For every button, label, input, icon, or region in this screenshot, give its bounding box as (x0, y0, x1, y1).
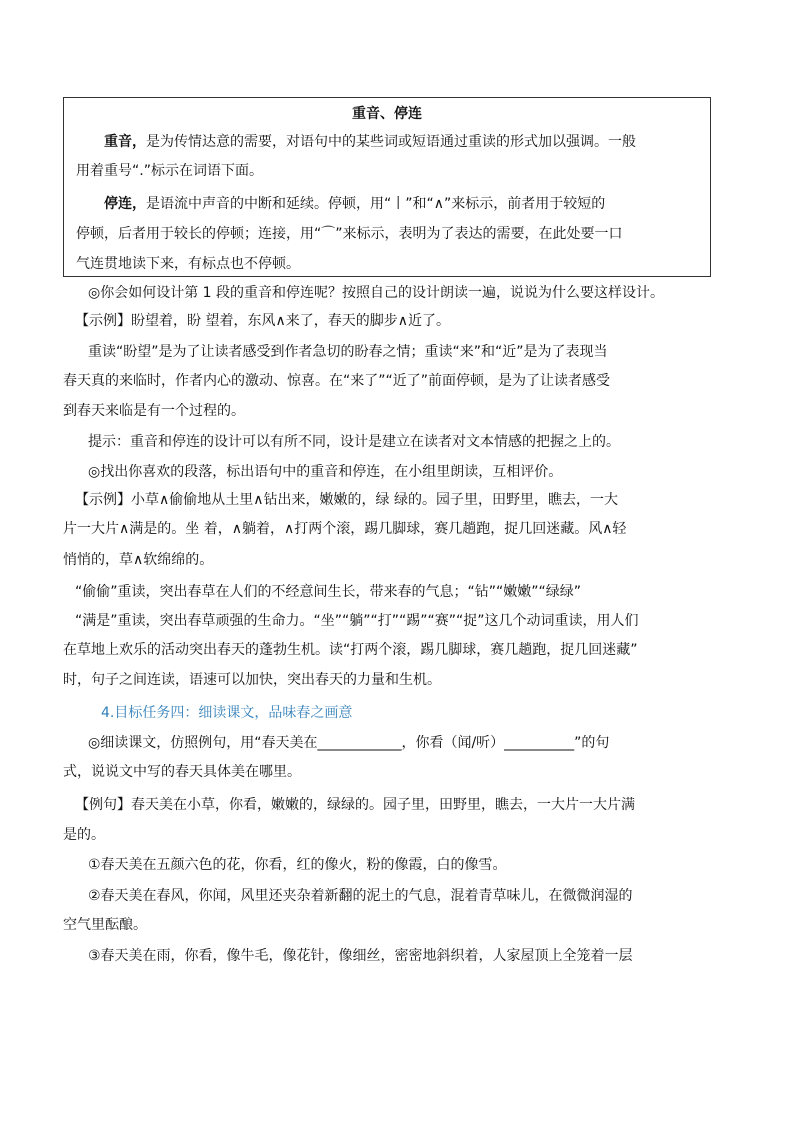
paragraph-line: ①春天美在五颜六色的花，你看，红的像火，粉的像霞，白的像雪。 (88, 857, 507, 873)
box-line (104, 132, 636, 152)
box-line (104, 194, 605, 214)
box-line (76, 224, 623, 244)
paragraph-line: ◎你会如何设计第 1 段的重音和停连呢？按照自己的设计朗读一遍，说说为什么要这样设计。 (88, 285, 665, 301)
paragraph-line: 空气里酝酿。 (63, 917, 147, 933)
paragraph-line: 是的。 (63, 827, 105, 843)
box-line (76, 161, 263, 181)
paragraph-line: 片一大片∧满是的。坐 着，∧躺着，∧打两个滚，踢几脚球，赛几趟跑，捉几回迷藏。风∧轻 (63, 521, 627, 537)
definition-text: 是语流中声音的中断和延续。停顿，用“丨”和“∧”来标示，前者用于较短的 (146, 196, 606, 212)
definition-text: 用着重号“.”标示在词语下面。 (76, 163, 263, 179)
paragraph-line: 【例句】春天美在小草，你看，嫩嫩的，绿绿的。园子里，田野里，瞧去，一大片一大片满 (75, 797, 635, 813)
paragraph-line: ③春天美在雨，你看，像牛毛，像花针，像细丝，密密地斜织着，人家屋顶上全笼着一层 (88, 948, 633, 964)
paragraph-line: “满是”重读，突出春草顽强的生命力。“坐”“躺”“打”“踢”“赛”“捉”这几个动词重读，用人们 (75, 613, 639, 629)
term: 停连， (104, 196, 146, 212)
paragraph-line: 时，句子之间连读，语速可以加快，突出春天的力量和生机。 (63, 672, 441, 688)
paragraph-line: 提示：重音和停连的设计可以有所不同，设计是建立在读者对文本情感的把握之上的。 (88, 434, 620, 450)
paragraph-line: 【示例】小草∧偷偷地从土里∧钻出来，嫩嫩的，绿 绿的。园子里，田野里，瞧去，一大 (75, 492, 618, 508)
paragraph-line: 重读“盼望”是为了让读者感受到作者急切的盼春之情；重读“来”和“近”是为了表现当 (88, 344, 608, 360)
section-heading: 4.目标任务四：细读课文，品味春之画意 (101, 705, 353, 721)
paragraph-line: 式，说说文中写的春天具体美在哪里。 (63, 764, 301, 780)
box-line (76, 254, 300, 274)
paragraph-line: ◎找出你喜欢的段落，标出语句中的重音和停连，在小组里朗读，互相评价。 (88, 464, 563, 480)
definition-text: 停顿，后者用于较长的停顿；连接，用“⌒”来标示，表明为了表达的需要，在此处要一口 (76, 226, 623, 242)
paragraph-line: ②春天美在春风，你闻，风里还夹杂着新翻的泥土的气息，混着青草味儿，在微微润湿的 (88, 888, 633, 904)
paragraph-line: 到春天来临是有一个过程的。 (63, 403, 245, 419)
paragraph-line: “偷偷”重读，突出春草在人们的不经意间生长，带来春的气息；“钻”“嫩嫩”“绿绿” (75, 584, 582, 600)
paragraph-line: 【示例】盼望着，盼 望着，东风∧来了，春天的脚步∧近了。 (75, 313, 450, 329)
paragraph-line: ◎细读课文，仿照例句，用“春天美在____________，你看（闻/听）__________”的句 (88, 735, 610, 751)
definition-text: 是为传情达意的需要，对语句中的某些词或短语通过重读的形式加以强调。一般 (146, 134, 636, 150)
box-title: 重音、停连 (352, 106, 422, 122)
definition-box (63, 97, 711, 277)
paragraph-line: 春天真的来临时，作者内心的激动、惊喜。在“来了”“近了”前面停顿，是为了让读者感受 (63, 373, 611, 389)
paragraph-line: 悄悄的，草∧软绵绵的。 (63, 552, 214, 568)
paragraph-line: 在草地上欢乐的活动突出春天的蓬勃生机。读“打两个滚，踢几脚球，赛几趟跑，捉几回迷藏” (63, 642, 638, 658)
definition-text: 气连贯地读下来，有标点也不停顿。 (76, 256, 300, 272)
term: 重音， (104, 134, 146, 150)
